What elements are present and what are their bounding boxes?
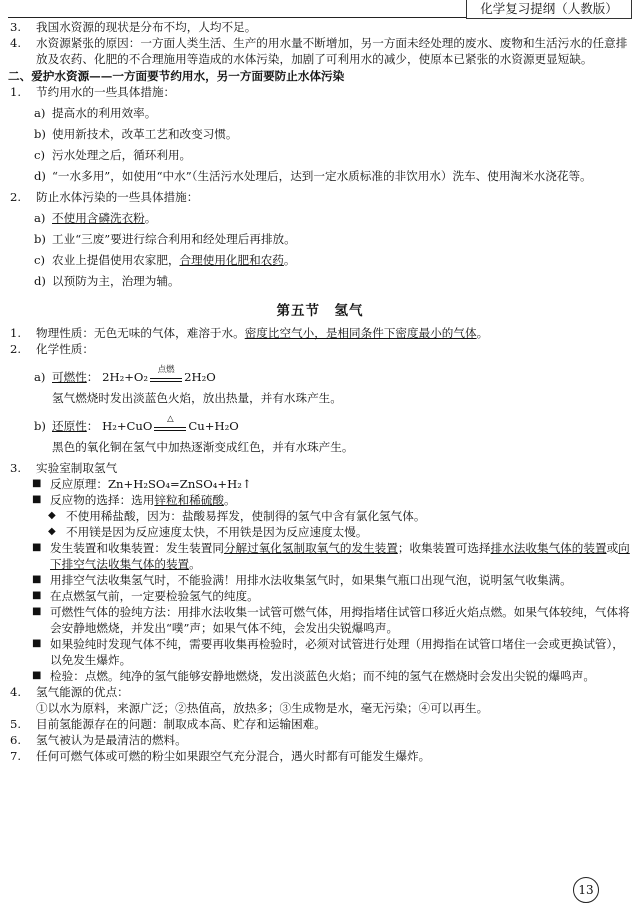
equation-reduction: H₂+CuO △ Cu+H₂O [102,414,239,433]
list-item: 4. 氢气能源的优点： [10,685,129,699]
advantages-line: ①以水为原料，来源广泛；②热值高，放热多；③生成物是水，毫无污染；④可以再生。 [36,701,489,715]
list-item: 7. 任何可燃气体或可燃的粉尘如果跟空气充分混合，遇火时都有可能发生爆炸。 [10,749,431,763]
sub-item: c) 农业上提倡使用农家肥，合理使用化肥和农药。 [34,253,296,267]
sub-item: a) 可燃性： 2H₂+O₂ 点燃 2H₂O [34,365,216,384]
equation-combustion: 2H₂+O₂ 点燃 2H₂O [102,365,216,384]
sub-item: c) 污水处理之后，循环利用。 [34,148,192,162]
list-item: 6. 氢气被认为是最清洁的燃料。 [10,733,187,747]
section-title: 第五节 氢气 [276,303,364,319]
note-text: 氢气燃烧时发出淡蓝色火焰，放出热量，并有水珠产生。 [52,391,342,405]
list-item: 1. 节约用水的一些具体措施： [10,85,176,99]
list-item: 3. 我国水资源的现状是分布不均，人均不足。 [10,20,257,34]
bullet-item: ■ 反应原理：Zn+H₂SO₄=ZnSO₄+H₂↑ [32,477,252,491]
list-item: 5. 目前氢能源存在的问题：制取成本高、贮存和运输困难。 [10,717,326,731]
sub-item: b) 还原性： H₂+CuO △ Cu+H₂O [34,414,239,433]
diamond-item: ◆ 不使用稀盐酸，因为：盐酸易挥发，使制得的氢气中含有氯化氢气体。 [48,509,426,523]
note-text: 黑色的氧化铜在氢气中加热逐渐变成红色，并有水珠产生。 [52,440,354,454]
bullet-item: ■ 可燃性气体的验纯方法：用排水法收集一试管可燃气体，用拇指堵住试管口移近火焰点燃。如果气体较纯，气体将会安静地燃烧，并发出“噗”声；如果气体不纯，会发出尖锐爆鸣声。 [32,605,630,635]
list-item: 4. 水资源紧张的原因：一方面人类生活、生产的用水量不断增加，另一方面未经处理的废水、废物和生活污水的任意排放及农药、化肥的不合理施用等造成的水体污染，加剧了可利用水的减少，使原本已紧张的水资源更显短缺。 [10,36,628,66]
diamond-item: ◆ 不用镁是因为反应速度太快，不用铁是因为反应速度太慢。 [48,525,368,539]
bullet-item: ■ 在点燃氢气前，一定要检验氢气的纯度。 [32,589,259,603]
list-item: 2. 防止水体污染的一些具体措施： [10,190,199,204]
page-content [8,19,632,764]
bullet-item: ■ 检验：点燃。纯净的氢气能够安静地燃烧，发出淡蓝色火焰；而不纯的氢气在燃烧时会发出尖锐的爆鸣声。 [32,669,595,683]
bullet-item: ■ 反应物的选择：选用锌粒和稀硫酸。 [32,493,236,507]
sub-item: b) 使用新技术，改革工艺和改变习惯。 [34,127,238,141]
sub-item: a) 提高水的利用效率。 [34,106,157,120]
list-item: 3. 实验室制取氢气 [10,461,118,475]
sub-item: d) 以预防为主，治理为辅。 [34,274,180,288]
list-item: 2. 化学性质： [10,342,94,356]
reaction-arrow: 点燃 [150,372,182,384]
bullet-item: ■ 发生装置和收集装置：发生装置同分解过氧化氢制取氧气的发生装置；收集装置可选择排水法收集气体的装置或向下排空气法收集气体的装置。 [32,541,630,571]
section-heading: 二、爱护水资源——一方面要节约用水，另一方面要防止水体污染 [8,69,345,83]
header-title: 化学复习提纲（人教版） [466,0,632,19]
list-item: 1. 物理性质：无色无味的气体，难溶于水。密度比空气小，是相同条件下密度最小的气体。 [10,326,489,340]
page-number: 13 [573,877,599,903]
sub-item: d) “一水多用”，如使用“中水”（生活污水处理后，达到一定水质标准的非饮用水）洗车、使用淘米水浇花等。 [34,169,592,183]
sub-item: a) 不使用含磷洗衣粉。 [34,211,157,225]
bullet-item: ■ 如果验纯时发现气体不纯，需要再收集再检验时，必须对试管进行处理（用拇指在试管口堵住一会或更换试管），以免发生爆炸。 [32,637,624,667]
reaction-arrow: △ [154,421,186,433]
sub-item: b) 工业“三废”要进行综合利用和经处理后再排放。 [34,232,296,246]
bullet-item: ■ 用排空气法收集氢气时，不能验满！用排水法收集氢气时，如果集气瓶口出现气泡，说明氢气收集满。 [32,573,572,587]
